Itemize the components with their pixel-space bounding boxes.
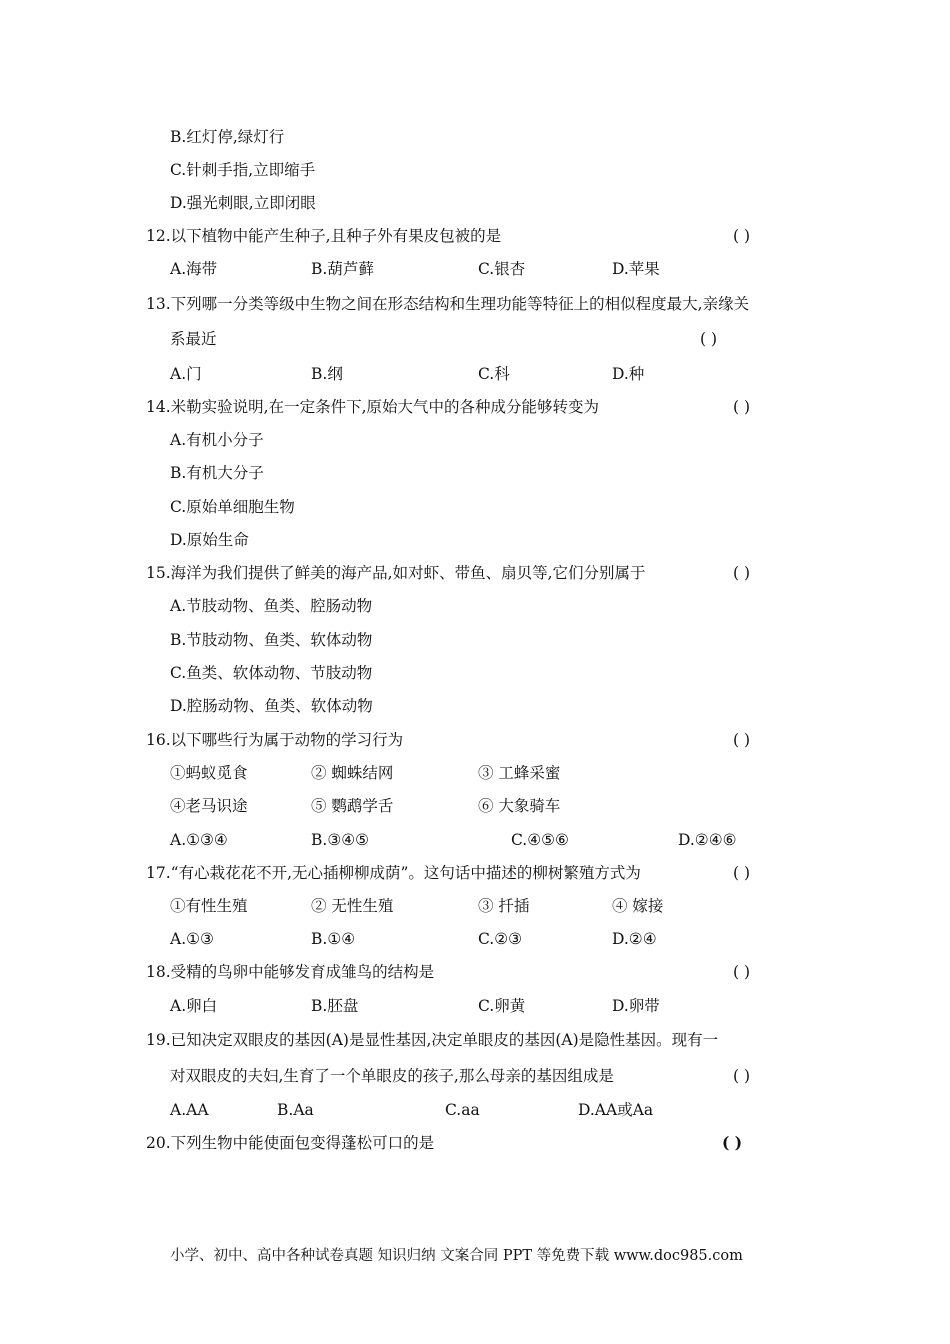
q17-item-2: ② 无性生殖 (311, 897, 394, 915)
q13-option-a: A.门 (170, 365, 202, 383)
q19-option-d: D.AA或Aa (578, 1101, 654, 1119)
q14-option-d: D.原始生命 (170, 531, 249, 549)
q17-option-b: B.①④ (311, 930, 356, 948)
q18-answer-paren: ( ) (733, 963, 751, 981)
q15-option-a: A.节肢动物、鱼类、腔肠动物 (170, 597, 373, 615)
q12-option-d: D.苹果 (612, 260, 660, 278)
q19-option-a: A.AA (170, 1101, 209, 1119)
q16-option-b: B.③④⑤ (311, 831, 370, 849)
q12-option-a: A.海带 (170, 260, 218, 278)
q16-option-c: C.④⑤⑥ (511, 831, 569, 849)
q20-stem: 20.下列生物中能使面包变得蓬松可口的是 (146, 1134, 435, 1152)
q19-option-c: C.aa (445, 1101, 480, 1119)
q19-stem-line2: 对双眼皮的夫妇,生育了一个单眼皮的孩子,那么母亲的基因组成是 (170, 1067, 614, 1085)
q17-option-a: A.①③ (170, 930, 214, 948)
q15-option-c: C.鱼类、软体动物、节肢动物 (170, 664, 373, 682)
q16-option-a: A.①③④ (170, 831, 228, 849)
q19-stem-line1: 19.已知决定双眼皮的基因(A)是显性基因,决定单眼皮的基因(A)是隐性基因。现有一 (146, 1031, 719, 1049)
q19-option-b: B.Aa (277, 1101, 314, 1119)
q17-item-1: ①有性生殖 (170, 897, 248, 915)
q16-item-5: ⑤ 鹦鹉学舌 (311, 797, 394, 815)
q17-item-4: ④ 嫁接 (612, 897, 664, 915)
q18-option-b: B.胚盘 (311, 997, 359, 1015)
q12-option-b: B.葫芦藓 (311, 260, 374, 278)
q17-stem: 17.“有心栽花花不开,无心插柳柳成荫”。这句话中描述的柳树繁殖方式为 (146, 864, 641, 882)
q17-option-d: D.②④ (612, 930, 657, 948)
q14-option-a: A.有机小分子 (170, 431, 264, 449)
q16-item-2: ② 蜘蛛结网 (311, 764, 394, 782)
q15-answer-paren: ( ) (733, 564, 751, 582)
q13-stem-line1: 13.下列哪一分类等级中生物之间在形态结构和生理功能等特征上的相似程度最大,亲缘关 (146, 295, 750, 313)
q11-option-b: B.红灯停,绿灯行 (170, 128, 285, 146)
q15-option-d: D.腔肠动物、鱼类、软体动物 (170, 697, 373, 715)
q12-option-c: C.银杏 (478, 260, 526, 278)
page-footer: 小学、初中、高中各种试卷真题 知识归纳 文案合同 PPT 等免费下载 www.doc985.com (170, 1248, 743, 1264)
q16-item-3: ③ 工蜂采蜜 (478, 764, 561, 782)
q16-option-d: D.②④⑥ (678, 831, 737, 849)
q16-item-4: ④老马识途 (170, 797, 248, 815)
q13-stem-line2: 系最近 (170, 330, 217, 348)
q14-stem: 14.米勒实验说明,在一定条件下,原始大气中的各种成分能够转变为 (146, 398, 600, 416)
q15-stem: 15.海洋为我们提供了鲜美的海产品,如对虾、带鱼、扇贝等,它们分别属于 (146, 564, 646, 582)
q18-option-c: C.卵黄 (478, 997, 526, 1015)
q13-option-b: B.纲 (311, 365, 343, 383)
q13-option-d: D.种 (612, 365, 645, 383)
q18-stem: 18.受精的鸟卵中能够发育成雏鸟的结构是 (146, 963, 435, 981)
q20-answer-paren: ( ) (722, 1133, 743, 1152)
q17-option-c: C.②③ (478, 930, 523, 948)
q16-item-1: ①蚂蚁觅食 (170, 764, 248, 782)
q17-item-3: ③ 扦插 (478, 897, 530, 915)
q16-stem: 16.以下哪些行为属于动物的学习行为 (146, 731, 404, 749)
q14-option-c: C.原始单细胞生物 (170, 498, 295, 516)
q18-option-a: A.卵白 (170, 997, 218, 1015)
q12-answer-paren: ( ) (733, 227, 751, 245)
q12-stem: 12.以下植物中能产生种子,且种子外有果皮包被的是 (146, 227, 502, 245)
q16-answer-paren: ( ) (733, 731, 751, 749)
q15-option-b: B.节肢动物、鱼类、软体动物 (170, 631, 373, 649)
q11-option-c: C.针刺手指,立即缩手 (170, 161, 316, 179)
q13-option-c: C.科 (478, 365, 510, 383)
q16-item-6: ⑥ 大象骑车 (478, 797, 561, 815)
q19-answer-paren: ( ) (733, 1067, 751, 1085)
q14-answer-paren: ( ) (733, 398, 751, 416)
q14-option-b: B.有机大分子 (170, 464, 264, 482)
q17-answer-paren: ( ) (733, 864, 751, 882)
q13-answer-paren: ( ) (700, 330, 718, 348)
q18-option-d: D.卵带 (612, 997, 660, 1015)
q11-option-d: D.强光刺眼,立即闭眼 (170, 194, 316, 212)
